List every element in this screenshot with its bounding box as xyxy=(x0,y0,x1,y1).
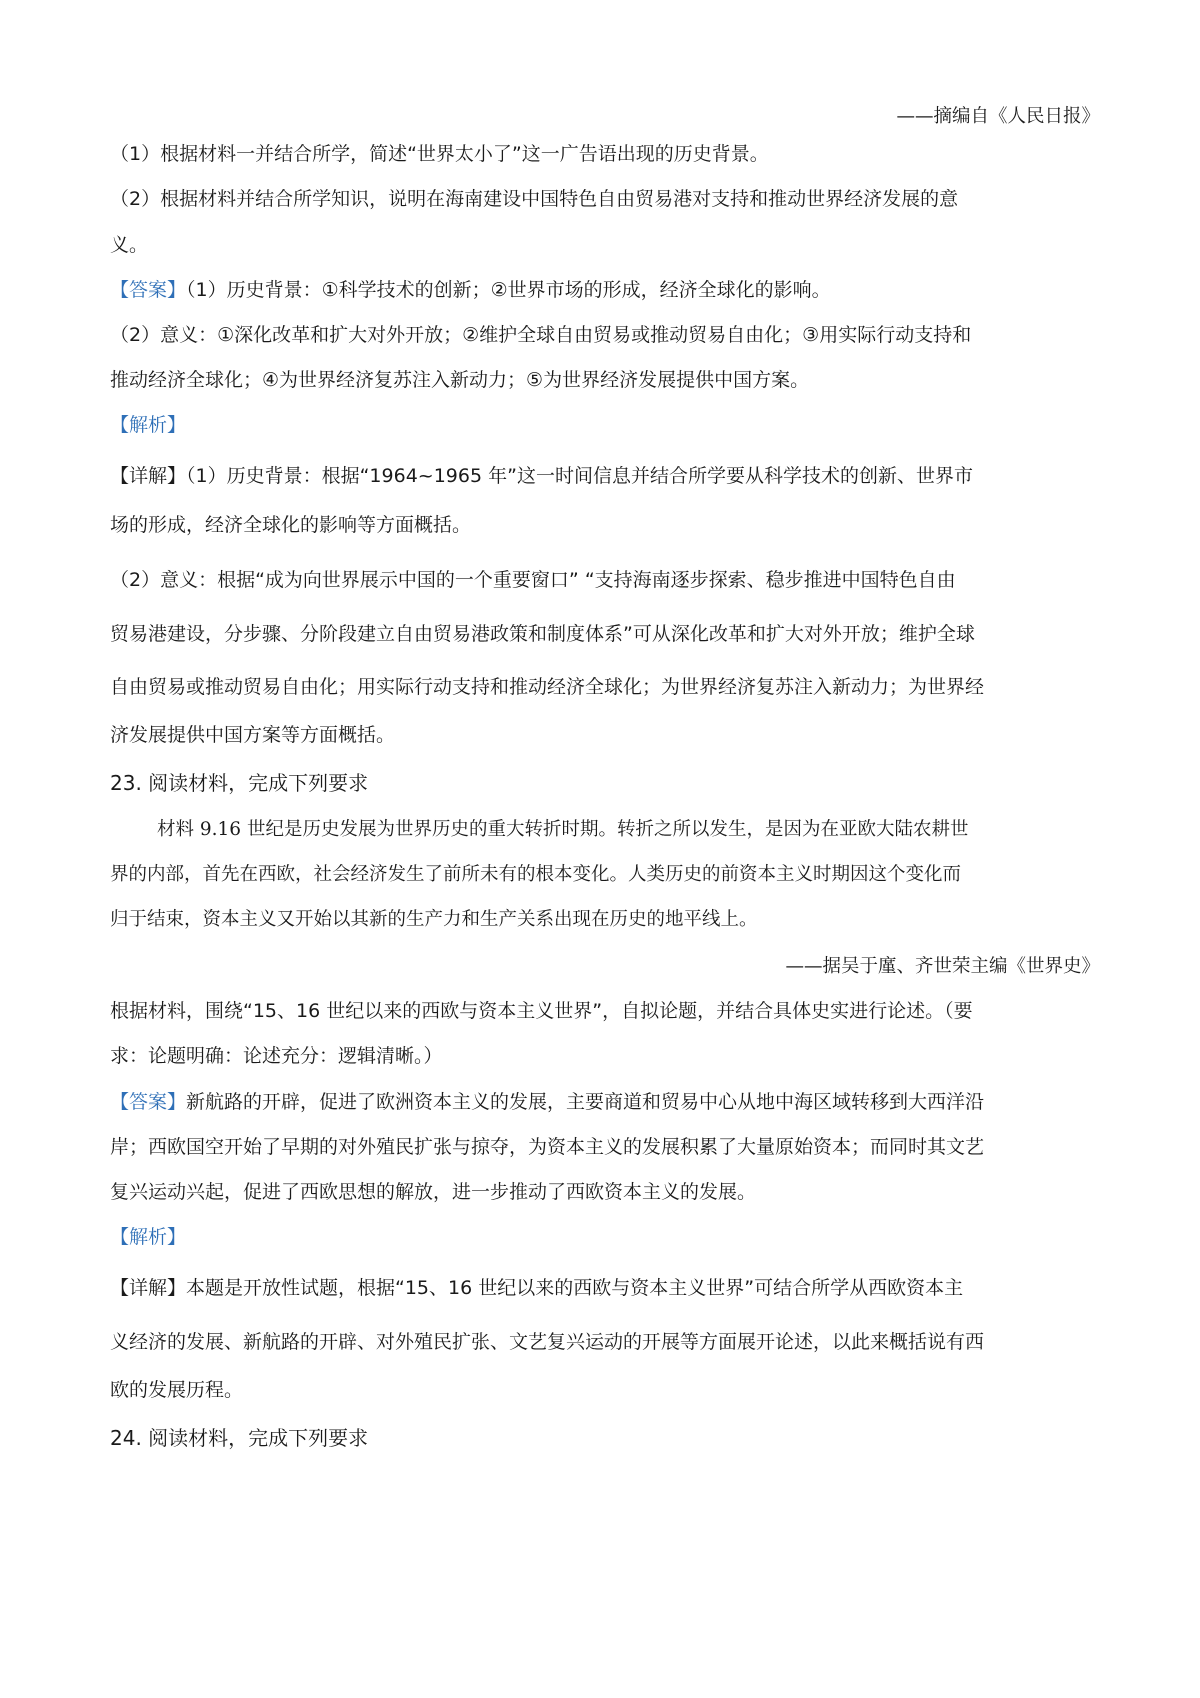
question-23-title: 23. 阅读材料，完成下列要求 xyxy=(110,771,369,795)
answer-23-text-2: 岸；西欧国空开始了早期的对外殖民扩张与掠夺，为资本主义的发展积累了大量原始资本；而同时其文艺 xyxy=(110,1136,985,1158)
answer-22-text-1: （1）历史背景：①科学技术的创新；②世界市场的形成，经济全球化的影响。 xyxy=(186,279,831,301)
detail-23-line-3: 欧的发展历程。 xyxy=(110,1379,244,1401)
detail-22-line-6: 济发展提供中国方案等方面概括。 xyxy=(110,724,396,746)
detail-22-line-2: 场的形成，经济全球化的影响等方面概括。 xyxy=(110,514,472,536)
question-22-part-2: （2）根据材料并结合所学知识，说明在海南建设中国特色自由贸易港对支持和推动世界经济发展的意 xyxy=(110,188,959,210)
answer-22-line xyxy=(110,277,1100,303)
detail-22-line-3: （2）意义：根据“成为向世界展示中国的一个重要窗口” “支持海南逐步探索、稳步推进中国特色自由 xyxy=(110,569,956,591)
question-23-requirement-2: 求：论题明确：论述充分：逻辑清晰。） xyxy=(110,1045,443,1067)
source-citation-2: ——据吴于廑、齐世荣主编《世界史》 xyxy=(785,956,1100,977)
question-23-requirement-1: 根据材料，围绕“15、16 世纪以来的西欧与资本主义世界”，自拟论题，并结合具体史实进行论述。（要 xyxy=(110,1000,973,1022)
source-citation: ——摘编自《人民日报》 xyxy=(896,106,1100,127)
question-22-part-1: （1）根据材料一并结合所学，简述“世界太小了”这一广告语出现的历史背景。 xyxy=(110,143,769,165)
question-24-title: 24. 阅读材料，完成下列要求 xyxy=(110,1426,369,1450)
detail-22-line-5: 自由贸易或推动贸易自由化；用实际行动支持和推动经济全球化；为世界经济复苏注入新动力；为世界经 xyxy=(110,676,985,698)
material-9-line-1: 材料 9.16 世纪是历史发展为世界历史的重大转折时期。转折之所以发生，是因为在亚欧大陆农耕世 xyxy=(157,819,969,840)
material-9-line-3: 归于结束，资本主义又开始以其新的生产力和生产关系出现在历史的地平线上。 xyxy=(110,909,758,930)
material-9-line-2: 界的内部，首先在西欧，社会经济发生了前所未有的根本变化。人类历史的前资本主义时期因这个变化而 xyxy=(110,864,962,885)
answer-23-line xyxy=(110,1089,1100,1115)
analysis-tag-23: 【解析】 xyxy=(110,1226,187,1248)
answer-22-text-3: 推动经济全球化；④为世界经济复苏注入新动力；⑤为世界经济发展提供中国方案。 xyxy=(110,369,810,391)
answer-tag: 【答案】 xyxy=(110,279,187,301)
analysis-tag-22: 【解析】 xyxy=(110,414,187,436)
detail-23-line-1: 【详解】本题是开放性试题，根据“15、16 世纪以来的西欧与资本主义世界”可结合所学从西欧资本主 xyxy=(110,1277,964,1299)
answer-tag: 【答案】 xyxy=(110,1091,187,1113)
detail-22-line-1: 【详解】（1）历史背景：根据“1964~1965 年”这一时间信息并结合所学要从科学技术的创新、世界市 xyxy=(110,465,973,487)
answer-23-text-3: 复兴运动兴起，促进了西欧思想的解放，进一步推动了西欧资本主义的发展。 xyxy=(110,1181,757,1203)
answer-23-text-1: 新航路的开辟，促进了欧洲资本主义的发展，主要商道和贸易中心从地中海区域转移到大西洋沿 xyxy=(186,1091,985,1113)
detail-23-line-2: 义经济的发展、新航路的开辟、对外殖民扩张、文艺复兴运动的开展等方面展开论述，以此来概括说有西 xyxy=(110,1331,985,1353)
question-22-part-2-cont: 义。 xyxy=(110,234,149,256)
answer-22-text-2: （2）意义：①深化改革和扩大对外开放；②维护全球自由贸易或推动贸易自由化；③用实际行动支持和 xyxy=(110,324,972,346)
detail-22-line-4: 贸易港建设，分步骤、分阶段建立自由贸易港政策和制度体系”可从深化改革和扩大对外开放；维护全球 xyxy=(110,623,975,645)
